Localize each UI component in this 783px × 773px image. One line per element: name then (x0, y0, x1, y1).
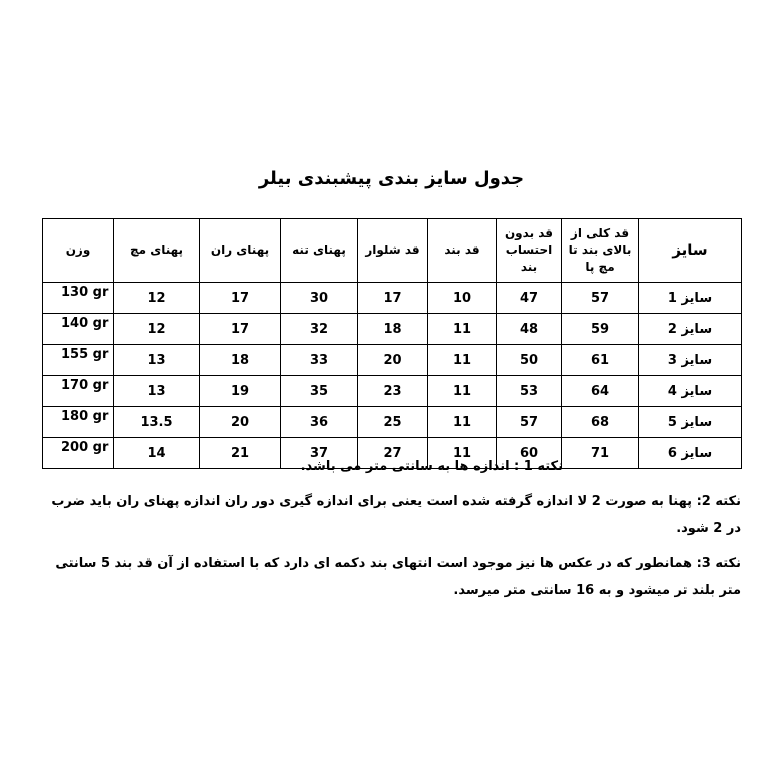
body-width-cell: 35 (281, 376, 358, 407)
ankle-width-cell: 14 (114, 438, 200, 469)
header-thigh-width: پهنای ران (200, 219, 281, 283)
total-length-cell: 64 (562, 376, 639, 407)
header-total-length: قد کلی از بالای بند تا مچ پا (562, 219, 639, 283)
notes-section (40, 453, 741, 604)
size-cell: سایز 4 (639, 376, 742, 407)
table-row (43, 345, 742, 376)
table-row (43, 407, 742, 438)
page-title: جدول سایز بندی پیشبندی بیلر (258, 168, 525, 189)
weight-cell: 155 gr (43, 345, 114, 376)
size-cell: سایز 3 (639, 345, 742, 376)
note-3: نکته 3: همانطور که در عکس ها نیز موجود است انتهای بند دکمه ای دارد که با استفاده از آن قد بند 5 سانتی متر بلند تر میشود و به 16 سانتی متر میرسد. (55, 556, 741, 598)
body-width-cell: 33 (281, 345, 358, 376)
table-header-row (43, 219, 742, 283)
header-ankle-width: پهنای مچ (114, 219, 200, 283)
strap-length-cell: 10 (428, 283, 497, 314)
table-row (43, 376, 742, 407)
length-without-strap-cell: 57 (497, 407, 562, 438)
weight-cell: 200 gr (43, 438, 114, 469)
length-without-strap-cell: 47 (497, 283, 562, 314)
strap-length-cell: 11 (428, 407, 497, 438)
size-cell: سایز 1 (639, 283, 742, 314)
length-without-strap-cell: 53 (497, 376, 562, 407)
note-1: نکته 1 : اندازه ها به سانتی متر می باشد. (300, 459, 563, 474)
header-pants-length: قد شلوار (358, 219, 428, 283)
pants-length-cell: 23 (358, 376, 428, 407)
ankle-width-cell: 13 (114, 345, 200, 376)
strap-length-cell: 11 (428, 438, 497, 469)
pants-length-cell: 20 (358, 345, 428, 376)
header-body-width: پهنای تنه (281, 219, 358, 283)
body-width-cell: 36 (281, 407, 358, 438)
weight-cell: 130 gr (43, 283, 114, 314)
size-cell: سایز 5 (639, 407, 742, 438)
ankle-width-cell: 13.5 (114, 407, 200, 438)
header-length-without-strap: قد بدون احتساب بند (497, 219, 562, 283)
size-cell: سایز 6 (639, 438, 742, 469)
thigh-width-cell: 17 (200, 283, 281, 314)
weight-cell: 140 gr (43, 314, 114, 345)
thigh-width-cell: 17 (200, 314, 281, 345)
table-row (43, 283, 742, 314)
length-without-strap-cell: 60 (497, 438, 562, 469)
header-size: سایز (639, 219, 742, 283)
pants-length-cell: 17 (358, 283, 428, 314)
total-length-cell: 68 (562, 407, 639, 438)
thigh-width-cell: 19 (200, 376, 281, 407)
total-length-cell: 71 (562, 438, 639, 469)
strap-length-cell: 11 (428, 314, 497, 345)
pants-length-cell: 18 (358, 314, 428, 345)
weight-cell: 180 gr (43, 407, 114, 438)
ankle-width-cell: 13 (114, 376, 200, 407)
ankle-width-cell: 12 (114, 314, 200, 345)
length-without-strap-cell: 48 (497, 314, 562, 345)
pants-length-cell: 27 (358, 438, 428, 469)
thigh-width-cell: 21 (200, 438, 281, 469)
thigh-width-cell: 18 (200, 345, 281, 376)
size-cell: سایز 2 (639, 314, 742, 345)
body-width-cell: 37 (281, 438, 358, 469)
note-2: نکته 2: پهنا به صورت 2 لا اندازه گرفته شده است یعنی برای اندازه گیری دور ران اندازه پهنای ران باید ضرب در 2 شود. (51, 494, 741, 536)
total-length-cell: 57 (562, 283, 639, 314)
weight-cell: 170 gr (43, 376, 114, 407)
total-length-cell: 59 (562, 314, 639, 345)
pants-length-cell: 25 (358, 407, 428, 438)
total-length-cell: 61 (562, 345, 639, 376)
length-without-strap-cell: 50 (497, 345, 562, 376)
strap-length-cell: 11 (428, 345, 497, 376)
strap-length-cell: 11 (428, 376, 497, 407)
header-weight: وزن (43, 219, 114, 283)
ankle-width-cell: 12 (114, 283, 200, 314)
size-table (42, 218, 742, 469)
body-width-cell: 32 (281, 314, 358, 345)
table-row (43, 314, 742, 345)
thigh-width-cell: 20 (200, 407, 281, 438)
header-strap-length: قد بند (428, 219, 497, 283)
body-width-cell: 30 (281, 283, 358, 314)
